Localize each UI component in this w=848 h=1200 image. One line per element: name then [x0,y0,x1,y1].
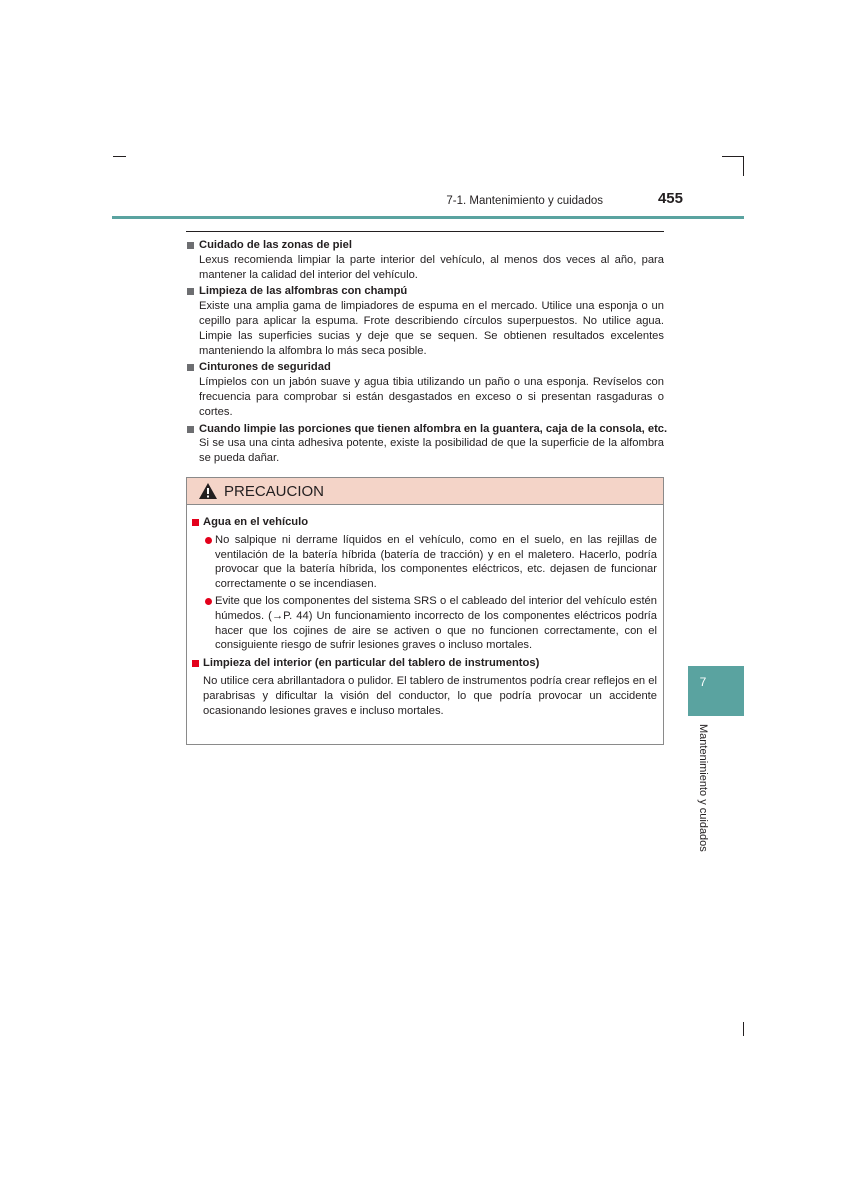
crop-mark-bottom-right [743,1022,744,1036]
caution-item-title: Agua en el vehículo [191,515,657,530]
section-body: Límpielos con un jabón suave y agua tibia utilizando un paño o una esponja. Revíselos con frecuencia para comprobar si están desgastados en exceso o si presentan rasgaduras o cortes. [199,376,664,418]
section-title: Limpieza de las alfombras con champú [186,284,664,299]
content-top-rule [186,231,664,232]
section-title: Cinturones de seguridad [186,360,664,375]
chapter-number: 7 [699,675,707,689]
caution-header [187,478,663,505]
caution-body [187,505,663,718]
crop-mark-top-left [113,156,126,157]
caution-item-body: No utilice cera abrillantadora o pulidor. El tablero de instrumentos podría crear reflejos en el parabrisas y dificultar la visión del conductor, lo que podría provocar un accidente ocasionando lesiones graves e incluso mortales. [203,674,657,717]
caution-title: PRECAUCION [224,482,325,500]
main-content [186,236,668,468]
warning-triangle-icon [198,482,218,500]
crop-mark-top-right-h [722,156,744,157]
header-section-title: 7-1. Mantenimiento y cuidados [446,195,603,207]
page-number: 455 [657,190,683,207]
section-title: Cuidado de las zonas de piel [186,238,664,253]
header-rule [112,216,744,219]
chapter-tab [688,666,744,716]
chapter-label: Mantenimiento y cuidados [697,724,709,852]
caution-bullet: Evite que los componentes del sistema SRS o el cableado del interior del vehículo estén húmedos. (→P. 44) Un funcionamiento incorrecto de los componentes eléctricos podría hacer que los cojines de aire se activen o que no funcionen correctamente, con el consiguiente riesgo de sufrir lesiones graves o incluso mortales. [191,594,657,653]
section-body: Si se usa una cinta adhesiva potente, existe la posibilidad de que la superficie de la alfombra se pueda dañar. [199,437,664,465]
caution-bullet: No salpique ni derrame líquidos en el vehículo, como en el suelo, en las rejillas de ventilación de la batería híbrida (batería de tracción) y en el maletero. Hacerlo, podría provocar que la batería híbrida, los componentes eléctricos, etc. dejasen de funcionar correctamente o se incendiasen. [191,533,657,592]
section-body: Lexus recomienda limpiar la parte interior del vehículo, al menos dos veces al año, para mantener la calidad del interior del vehículo. [199,253,664,281]
section-title: Cuando limpie las porciones que tienen alfombra en la guantera, caja de la consola, etc. [186,422,664,437]
section-body: Existe una amplia gama de limpiadores de espuma en el mercado. Utilice una esponja o un cepillo para aplicar la espuma. Frote describiendo círculos superpuestos. No utilice agua. Limpie las superficies sucias y deje que se sequen. Se obtienen resultados excelentes manteniendo la alfombra lo más seca posible. [199,300,664,357]
crop-mark-top-right-v [743,156,744,176]
caution-box [186,477,664,745]
caution-item-title: Limpieza del interior (en particular del tablero de instrumentos) [191,656,657,671]
